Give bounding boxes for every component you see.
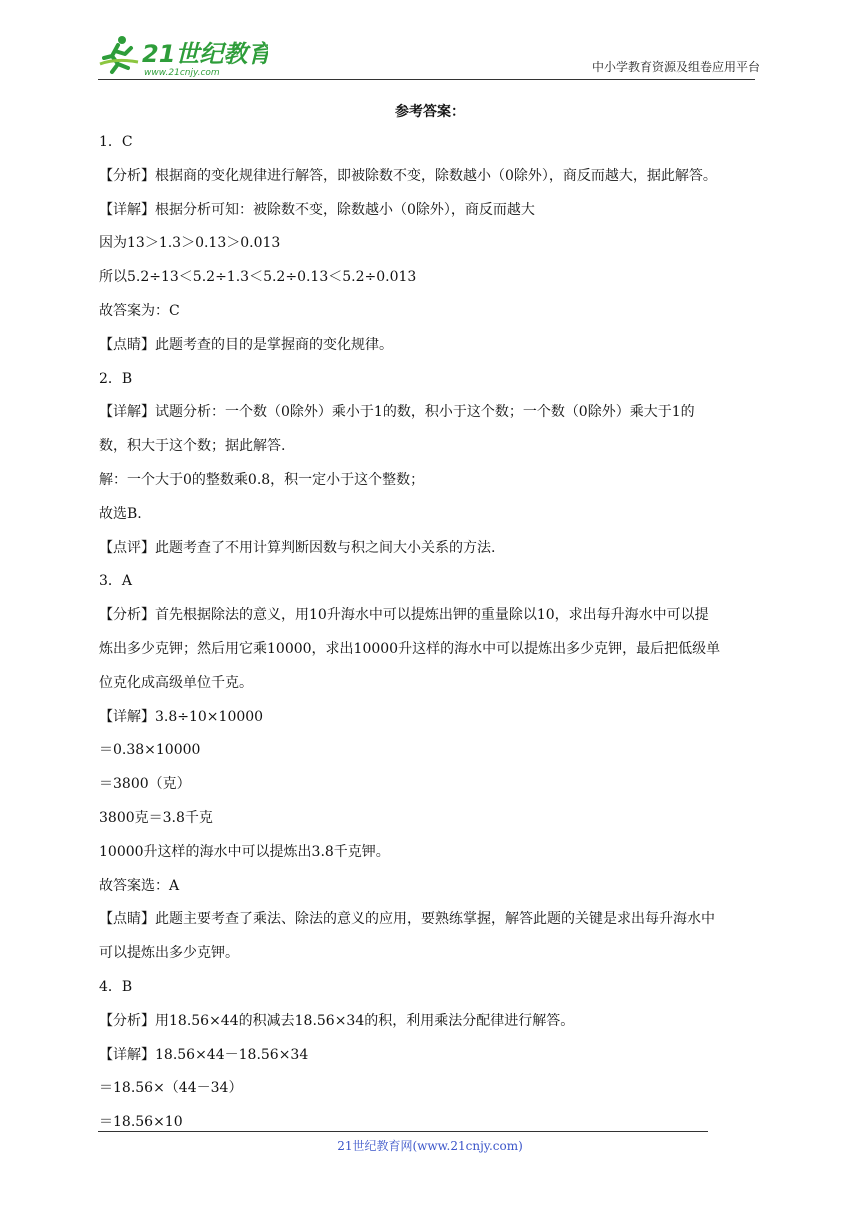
site-logo [98, 34, 268, 78]
page-header [98, 28, 762, 80]
answer-line: 【分析】首先根据除法的意义，用10升海水中可以提炼出钾的重量除以10，求出每升海水中可以提 [99, 607, 709, 624]
answer-content [99, 126, 769, 1140]
answer-line: 所以5.2÷13＜5.2÷1.3＜5.2÷0.13＜5.2÷0.013 [99, 269, 417, 286]
answer-line: 【分析】根据商的变化规律进行解答，即被除数不变，除数越小（0除外），商反而越大，据此解答。 [99, 167, 717, 184]
platform-name: 中小学教育资源及组卷应用平台 [591, 60, 760, 74]
answer-line: 因为13＞1.3＞0.13＞0.013 [99, 235, 281, 252]
answer-line: 【分析】用18.56×44的积减去18.56×34的积，利用乘法分配律进行解答。 [99, 1012, 575, 1029]
answer-line: 【点睛】此题主要考查了乘法、除法的意义的应用，要熟练掌握，解答此题的关键是求出每升海水中 [99, 911, 715, 928]
answer-line: 位克化成高级单位千克。 [99, 674, 253, 691]
answer-line: 【详解】18.56×44－18.56×34 [99, 1046, 309, 1063]
logo-text: 21世纪教育 [142, 40, 268, 68]
logo-url: www.21cnjy.com [144, 68, 220, 78]
answer-line: 1．C [99, 134, 133, 150]
answer-line: ＝18.56×（44－34） [99, 1080, 243, 1097]
answer-line: 3800克＝3.8千克 [99, 809, 213, 826]
footer-divider [98, 1131, 708, 1132]
header-divider [98, 79, 755, 80]
answer-line: 故答案选：A [99, 877, 180, 894]
answer-line: 故选B. [99, 505, 142, 522]
answer-line: 【点评】此题考查了不用计算判断因数与积之间大小关系的方法. [99, 539, 496, 556]
answer-line: 3．A [99, 573, 133, 590]
answer-line: 10000升这样的海水中可以提炼出3.8千克钾。 [99, 843, 390, 860]
answer-line: 【详解】根据分析可知：被除数不变，除数越小（0除外），商反而越大 [99, 201, 535, 218]
answer-line: ＝0.38×10000 [99, 742, 201, 759]
answer-line: ＝18.56×10 [99, 1114, 183, 1131]
answer-line: 解：一个大于0的整数乘0.8，积一定小于这个整数； [99, 471, 425, 488]
answer-line: 可以提炼出多少克钾。 [99, 945, 239, 962]
answer-line: 故答案为：C [99, 302, 180, 319]
answer-line: 炼出多少克钾；然后用它乘10000，求出10000升这样的海水中可以提炼出多少克钾，最后把低级单 [99, 640, 721, 657]
page-title: 参考答案： [395, 104, 465, 120]
footer-link[interactable]: 21世纪教育网(www.21cnjy.com) [337, 1139, 523, 1153]
answer-line: 【点睛】此题考查的目的是掌握商的变化规律。 [99, 336, 393, 353]
answer-line: ＝3800（克） [99, 776, 191, 793]
answer-line: 数，积大于这个数；据此解答. [99, 438, 286, 455]
answer-line: 4．B [99, 978, 133, 995]
answer-line: 【详解】试题分析：一个数（0除外）乘小于1的数，积小于这个数；一个数（0除外）乘大于1的 [99, 404, 695, 421]
answer-line: 2．B [99, 370, 133, 387]
answer-line: 【详解】3.8÷10×10000 [99, 708, 264, 725]
